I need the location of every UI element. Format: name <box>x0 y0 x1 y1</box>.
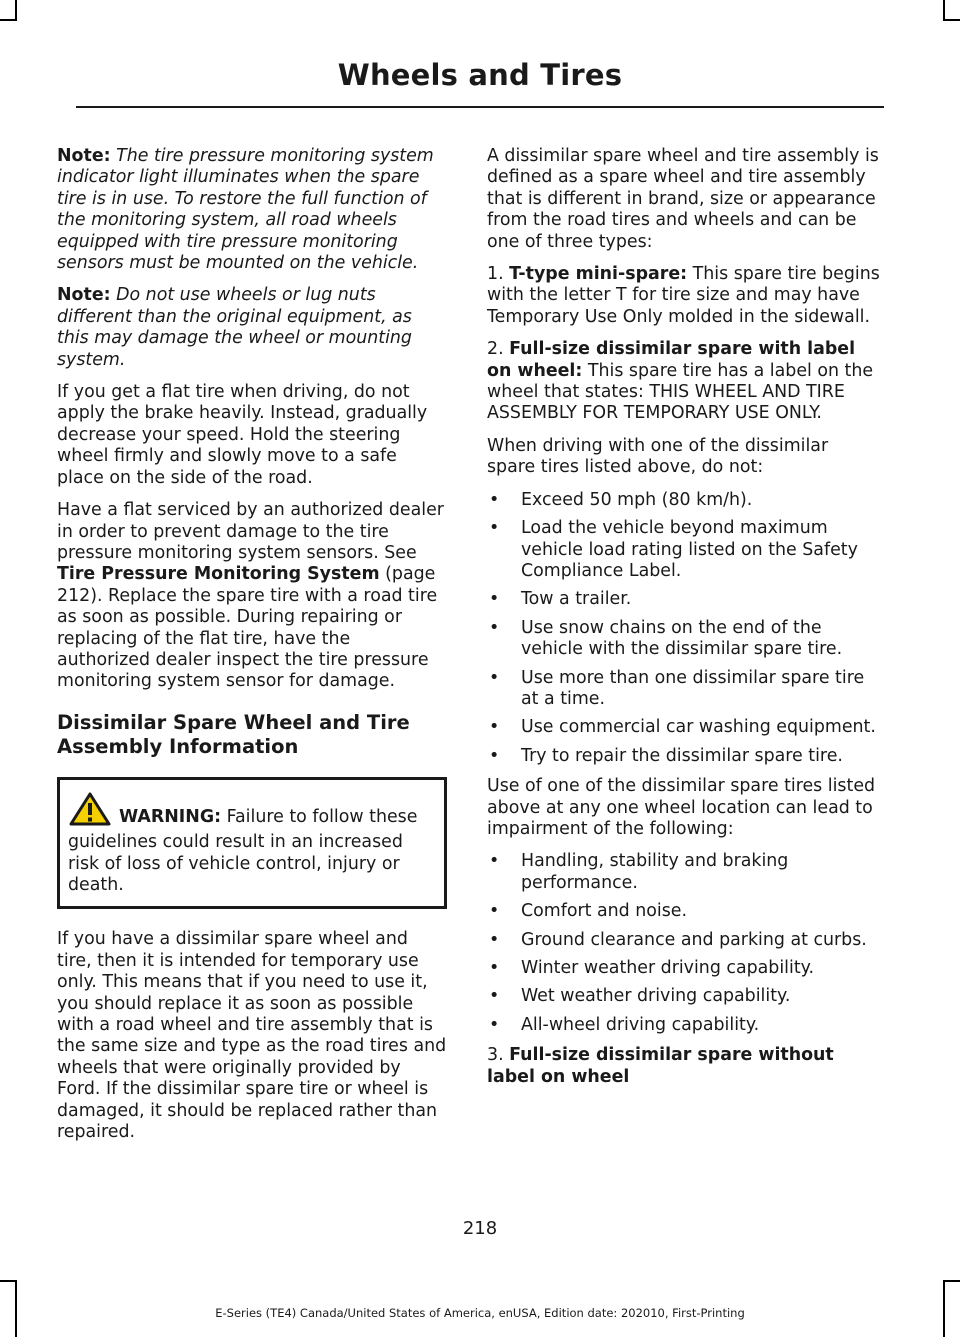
warning-label: WARNING: <box>119 806 222 827</box>
warning-box <box>57 777 447 910</box>
list-item <box>487 930 881 951</box>
list-item-text: All-wheel driving capability. <box>521 1014 760 1035</box>
type-text: This spare tire has a label on the wheel that states: THIS WHEEL AND TIRE ASSEMBLY FOR TEMPORARY USE ONLY. <box>487 360 874 424</box>
dealer-text: (page 212). Replace the spare tire with a road tire as soon as possible. During repairing or replacing of the flat tire, have the authorized dealer inspect the tire pressure monitoring system sensor for damage. <box>57 564 438 692</box>
crop-mark <box>943 19 960 21</box>
do-not-list <box>487 490 881 767</box>
crop-mark <box>943 0 945 20</box>
footer-text: E-Series (TE4) Canada/United States of America, enUSA, Edition date: 202010, First-Printing <box>215 1306 745 1320</box>
note-label: Note: <box>57 285 111 306</box>
list-item <box>487 589 881 610</box>
type-label: Full-size dissimilar spare with label on wheel: <box>487 339 856 381</box>
dealer-text: Have a flat serviced by an authorized dealer in order to prevent damage to the tire pressure monitoring system sensors. See <box>57 500 444 563</box>
list-item-text: Ground clearance and parking at curbs. <box>521 929 867 950</box>
note-tpms <box>57 146 447 274</box>
page-title: Wheels and Tires <box>337 58 623 92</box>
bullet: • <box>489 958 500 978</box>
spare-type-3 <box>487 1045 881 1088</box>
bullet: • <box>489 1014 500 1035</box>
bullet: • <box>489 489 500 510</box>
list-item-text: Use more than one dissimilar spare tire at a time. <box>521 667 865 709</box>
impairment-list <box>487 851 881 1036</box>
list-item-text: Winter weather driving capability. <box>521 958 814 978</box>
list-item <box>487 851 881 894</box>
dealer-paragraph <box>57 500 447 693</box>
page-number: 218 <box>462 1218 498 1239</box>
list-item <box>487 958 881 979</box>
type-number: 1. <box>487 264 510 285</box>
spare-type-2 <box>487 339 881 425</box>
dissimilar-spare-paragraph: If you have a dissimilar spare wheel and tire, then it is intended for temporary use only. This means that if you need to use it, you should replace it as soon as possible with a road wheel and tire assembly that is the same size and type as the road tires and wheels that were originally provided by Ford. If the dissimilar spare tire or wheel is damaged, it should be replaced rather than repaired. <box>57 929 447 1143</box>
left-column <box>57 146 447 1154</box>
note-label: Note: <box>57 146 111 166</box>
crop-mark <box>0 1280 17 1282</box>
bullet: • <box>489 717 500 738</box>
list-item <box>487 746 881 767</box>
list-item-text: Tow a trailer. <box>521 589 632 610</box>
note-wheels <box>57 285 447 371</box>
bullet: • <box>489 986 500 1007</box>
warning-paragraph <box>68 792 436 897</box>
warning-text: Failure to follow these guidelines could result in an increased risk of loss of vehicle control, injury or death. <box>68 806 418 895</box>
list-item <box>487 986 881 1007</box>
bullet: • <box>489 901 500 922</box>
list-item <box>487 717 881 738</box>
flat-tire-paragraph: If you get a flat tire when driving, do not apply the brake heavily. Instead, gradually decrease your speed. Hold the steering wheel firmly and slowly move to a safe place on the side of the road. <box>57 382 428 488</box>
list-item-text: Handling, stability and braking performance. <box>521 851 789 893</box>
list-item <box>487 618 881 661</box>
bullet: • <box>489 518 500 539</box>
bullet: • <box>489 617 500 638</box>
list-item <box>487 490 881 511</box>
list-item <box>487 1015 881 1036</box>
list-item-text: Use snow chains on the end of the vehicle with the dissimilar spare tire. <box>521 617 843 660</box>
list-item <box>487 518 881 582</box>
list-item-text: Wet weather driving capability. <box>521 986 791 1007</box>
warning-triangle-icon <box>69 792 111 832</box>
list-item <box>487 668 881 711</box>
impairment-intro: Use of one of the dissimilar spare tires listed above at any one wheel location can lead to impairment of the following: <box>487 776 876 839</box>
crop-mark <box>0 19 17 21</box>
type-label: T-type mini-spare: <box>509 264 688 285</box>
type-label: Full-size dissimilar spare without label on wheel <box>487 1045 834 1087</box>
list-item-text: Exceed 50 mph (80 km/h). <box>521 489 753 510</box>
crop-mark <box>15 0 17 20</box>
type-text: This spare tire begins with the letter T for tire size and may have Temporary Use Only molded in the sidewall. <box>487 264 880 327</box>
type-number: 3. <box>487 1045 510 1066</box>
crop-mark <box>943 1280 960 1282</box>
note-text: The tire pressure monitoring system indicator light illuminates when the spare tire is in use. To restore the full function of the monitoring system, all road wheels equipped with tire pressure monitoring sensors must be mounted on the vehicle. <box>57 146 434 274</box>
right-column <box>487 146 881 1099</box>
bullet: • <box>489 667 500 688</box>
note-text: Do not use wheels or lug nuts different than the original equipment, as this may damage the wheel or mounting system. <box>57 285 412 370</box>
list-item-text: Load the vehicle beyond maximum vehicle load rating listed on the Safety Compliance Label. <box>521 518 858 581</box>
list-item <box>487 901 881 922</box>
spare-type-1 <box>487 264 881 328</box>
definition-paragraph: A dissimilar spare wheel and tire assembly is defined as a spare wheel and tire assembly that is different in brand, size or appearance from the road tires and wheels and can be one of three types: <box>487 146 879 252</box>
header-divider <box>76 106 884 108</box>
type-number: 2. <box>487 339 510 360</box>
list-item-text: Try to repair the dissimilar spare tire. <box>521 745 843 766</box>
section-heading: Dissimilar Spare Wheel and Tire Assembly Information <box>57 710 410 758</box>
driving-intro: When driving with one of the dissimilar spare tires listed above, do not: <box>487 435 829 478</box>
bullet: • <box>489 929 500 950</box>
bullet: • <box>489 589 500 610</box>
bullet: • <box>489 851 500 872</box>
bullet: • <box>489 745 500 766</box>
list-item-text: Comfort and noise. <box>521 901 688 922</box>
list-item-text: Use commercial car washing equipment. <box>521 717 876 738</box>
cross-reference-link[interactable]: Tire Pressure Monitoring System <box>57 564 380 585</box>
